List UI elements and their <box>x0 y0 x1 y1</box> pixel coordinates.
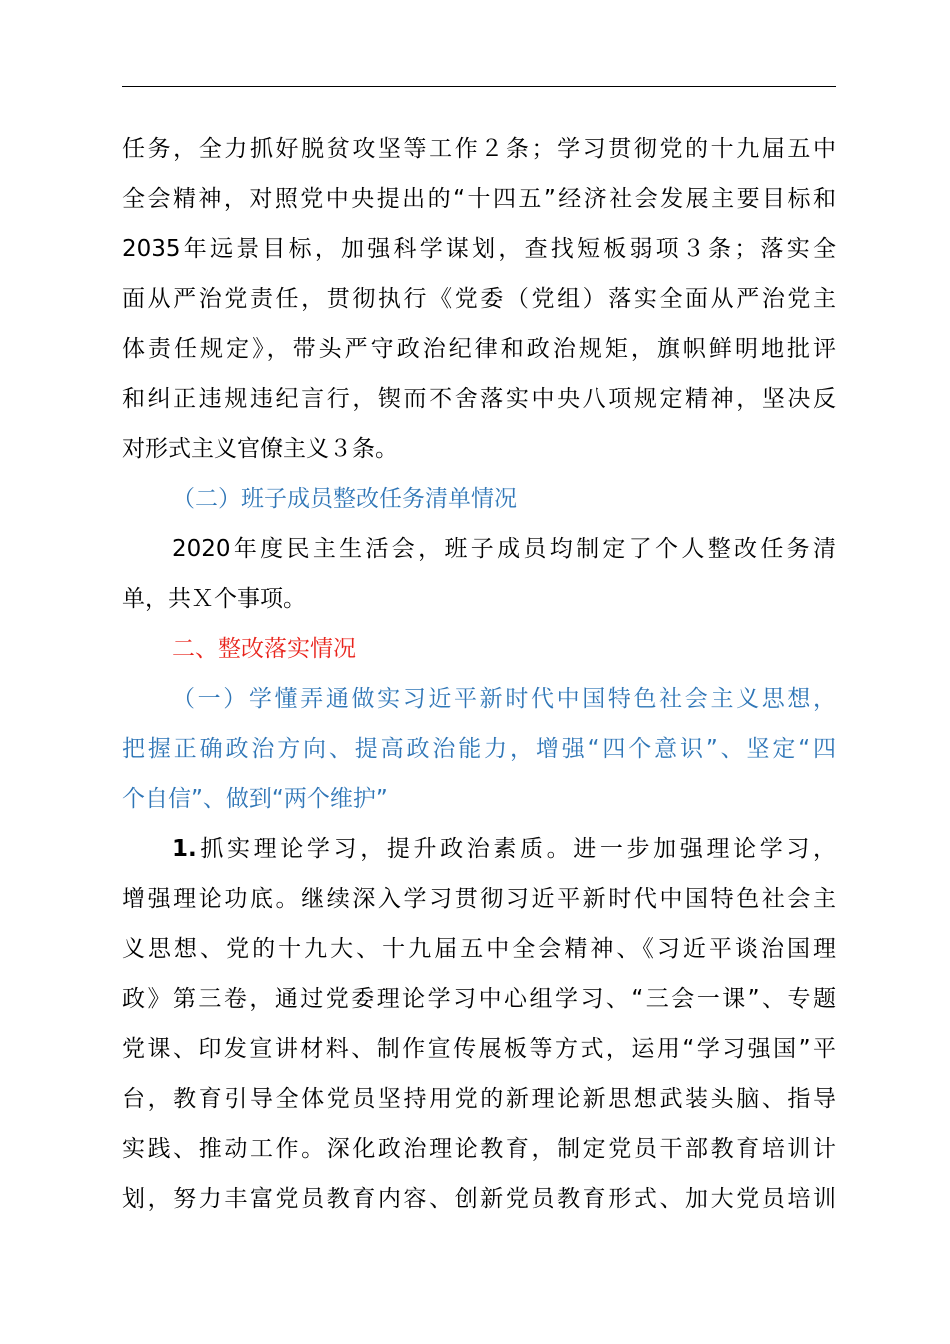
paragraph-line <box>122 1074 836 1124</box>
line-text: 体责任规定》，带头严守政治纪律和政治规矩，旗帜鲜明地批评 <box>122 336 836 362</box>
blue-heading-line <box>122 474 836 524</box>
line-text: 单，共Ｘ个事项。 <box>122 586 306 612</box>
paragraph-line <box>122 524 836 574</box>
paragraph-line <box>122 124 836 174</box>
line-text: 2020年度民主生活会，班子成员均制定了个人整改任务清 <box>172 536 836 562</box>
line-text: 对形式主义官僚主义３条。 <box>122 436 398 462</box>
paragraph-line <box>122 1124 836 1174</box>
paragraph-line <box>122 174 836 224</box>
line-text: 划，努力丰富党员教育内容、创新党员教育形式、加大党员培训 <box>122 1186 836 1212</box>
line-text: （一）学懂弄通做实习近平新时代中国特色社会主义思想， <box>172 686 836 712</box>
line-text: （二）班子成员整改任务清单情况 <box>172 486 517 512</box>
paragraph-line <box>122 874 836 924</box>
line-text: 增强理论功底。继续深入学习贯彻习近平新时代中国特色社会主 <box>122 886 836 912</box>
line-text: 个自信”、做到“两个维护” <box>122 786 388 812</box>
blue-heading-line <box>122 774 836 824</box>
line-text: 面从严治党责任，贯彻执行《党委（党组）落实全面从严治党主 <box>122 286 836 312</box>
red-heading-line <box>122 624 836 674</box>
paragraph-line <box>122 1174 836 1224</box>
line-text: 政》第三卷，通过党委理论学习中心组学习、“三会一课”、专题 <box>122 986 836 1012</box>
line-text: 和纠正违规违纪言行，锲而不舍落实中央八项规定精神，坚决反 <box>122 386 836 412</box>
line-text: 把握正确政治方向、提高政治能力，增强“四个意识”、坚定“四 <box>122 736 836 762</box>
paragraph-line <box>122 324 836 374</box>
paragraph-line <box>122 224 836 274</box>
blue-heading-line <box>122 724 836 774</box>
paragraph-line <box>122 424 836 474</box>
paragraph-line <box>122 1024 836 1074</box>
line-text: 任务，全力抓好脱贫攻坚等工作２条；学习贯彻党的十九届五中 <box>122 136 836 162</box>
line-text: 党课、印发宣讲材料、制作宣传展板等方式，运用“学习强国”平 <box>122 1036 836 1062</box>
line-text: 实践、推动工作。深化政治理论教育，制定党员干部教育培训计 <box>122 1136 836 1162</box>
line-text: 2035年远景目标，加强科学谋划，查找短板弱项３条；落实全 <box>122 236 836 262</box>
paragraph-line <box>122 924 836 974</box>
paragraph-line <box>122 974 836 1024</box>
paragraph-line <box>122 374 836 424</box>
line-text: 台，教育引导全体党员坚持用党的新理论新思想武装头脑、指导 <box>122 1086 836 1112</box>
line-text: 义思想、党的十九大、十九届五中全会精神、《习近平谈治国理 <box>122 936 836 962</box>
paragraph-line <box>122 274 836 324</box>
line-text: 二、整改落实情况 <box>172 636 356 662</box>
line-text: 抓实理论学习，提升政治素质。进一步加强理论学习， <box>196 836 836 862</box>
line-text: 全会精神，对照党中央提出的“十四五”经济社会发展主要目标和 <box>122 186 836 212</box>
paragraph-line <box>122 574 836 624</box>
blue-heading-line <box>122 674 836 724</box>
document-body <box>122 124 836 1224</box>
header-rule <box>122 86 836 87</box>
list-number: 1. <box>172 836 197 862</box>
paragraph-line <box>122 824 836 874</box>
